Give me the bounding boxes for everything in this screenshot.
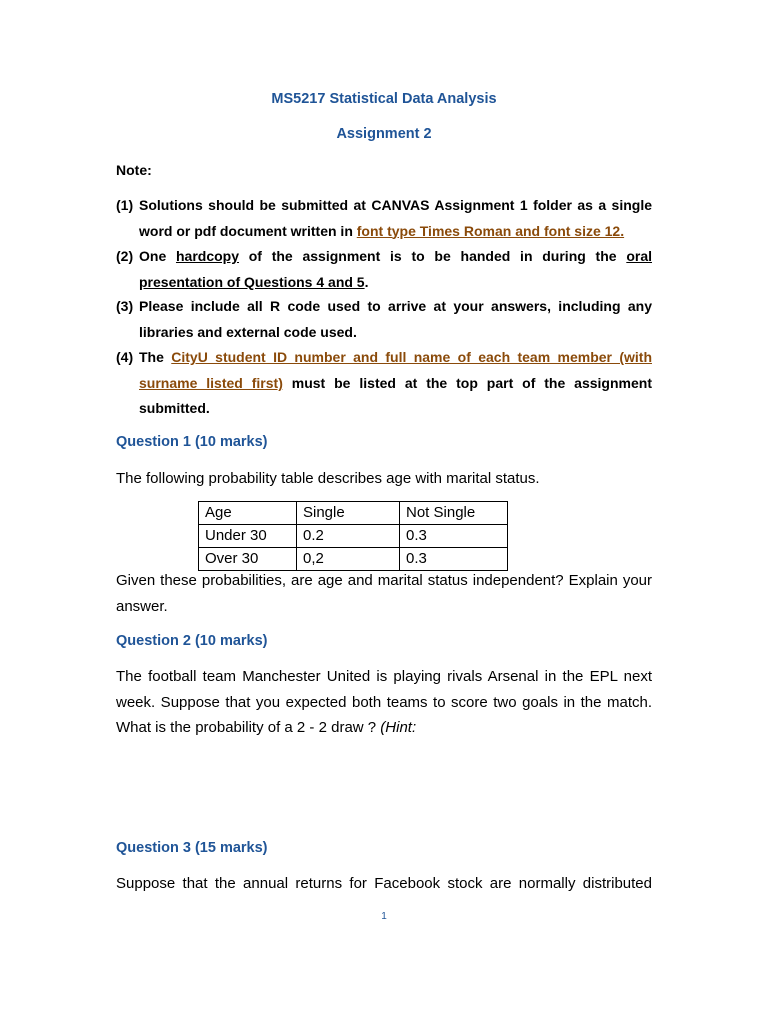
table-header-cell: Not Single bbox=[400, 502, 508, 525]
table-cell: 0,2 bbox=[297, 548, 400, 571]
document-title: MS5217 Statistical Data Analysis bbox=[271, 91, 497, 107]
student-id-requirement-link[interactable]: CityU student ID number and full name of each team member (with surname listed first) bbox=[139, 349, 652, 391]
note-number: (4) bbox=[116, 349, 134, 365]
question-2-hint: (Hint: bbox=[380, 719, 417, 736]
question-2-text: The football team Manchester United is playing rivals Arsenal in the EPL next week. Suppose that you expected both teams to score two goals in the match. What is the probability of a 2 - 2 draw ? (Hint: bbox=[116, 668, 652, 736]
note-item-2 bbox=[116, 244, 652, 295]
note-number: (3) bbox=[116, 298, 134, 314]
table-header-row bbox=[199, 502, 508, 525]
note-label: Note: bbox=[116, 162, 152, 178]
table-cell: Under 30 bbox=[199, 525, 297, 548]
question-3-text: Suppose that the annual returns for Facebook stock are normally distributed bbox=[116, 875, 652, 892]
font-requirement-link[interactable]: font type Times Roman and font size 12. bbox=[356, 222, 625, 239]
note-item-1 bbox=[116, 193, 652, 244]
table-cell: 0.3 bbox=[400, 525, 508, 548]
question-1-heading: Question 1 (10 marks) bbox=[116, 434, 268, 450]
question-1-prompt: Given these probabilities, are age and marital status independent? Explain your answer. bbox=[116, 572, 652, 615]
note-number: (2) bbox=[116, 248, 134, 264]
table-header-cell: Age bbox=[199, 502, 297, 525]
question-3-heading: Question 3 (15 marks) bbox=[116, 840, 268, 856]
question-1-intro: The following probability table describes age with marital status. bbox=[116, 470, 540, 487]
note-text: Solutions should be submitted at CANVAS Assignment 1 folder as a single word or pdf document written in font type Times Roman and font size 12. bbox=[139, 197, 652, 239]
table-row bbox=[199, 525, 508, 548]
note-item-4 bbox=[116, 345, 652, 422]
oral-presentation-text: oral presentation of Questions 4 and 5 bbox=[139, 248, 652, 290]
table-header-cell: Single bbox=[297, 502, 400, 525]
note-text: The CityU student ID number and full name of each team member (with surname listed first) must be listed at the top part of the assignment submitted. bbox=[139, 349, 652, 416]
table-cell: 0.3 bbox=[400, 548, 508, 571]
page-number: 1 bbox=[381, 911, 387, 922]
note-item-3 bbox=[116, 294, 652, 345]
document-subtitle: Assignment 2 bbox=[336, 126, 432, 142]
probability-table bbox=[198, 501, 508, 571]
question-2-heading: Question 2 (10 marks) bbox=[116, 633, 268, 649]
table-cell: 0.2 bbox=[297, 525, 400, 548]
note-text: Please include all R code used to arrive at your answers, including any libraries and external code used. bbox=[139, 298, 652, 340]
hardcopy-text: hardcopy bbox=[175, 248, 239, 264]
note-number: (1) bbox=[116, 197, 134, 213]
note-text: One hardcopy of the assignment is to be handed in during the oral presentation of Questions 4 and 5. bbox=[139, 248, 652, 290]
table-cell: Over 30 bbox=[199, 548, 297, 571]
